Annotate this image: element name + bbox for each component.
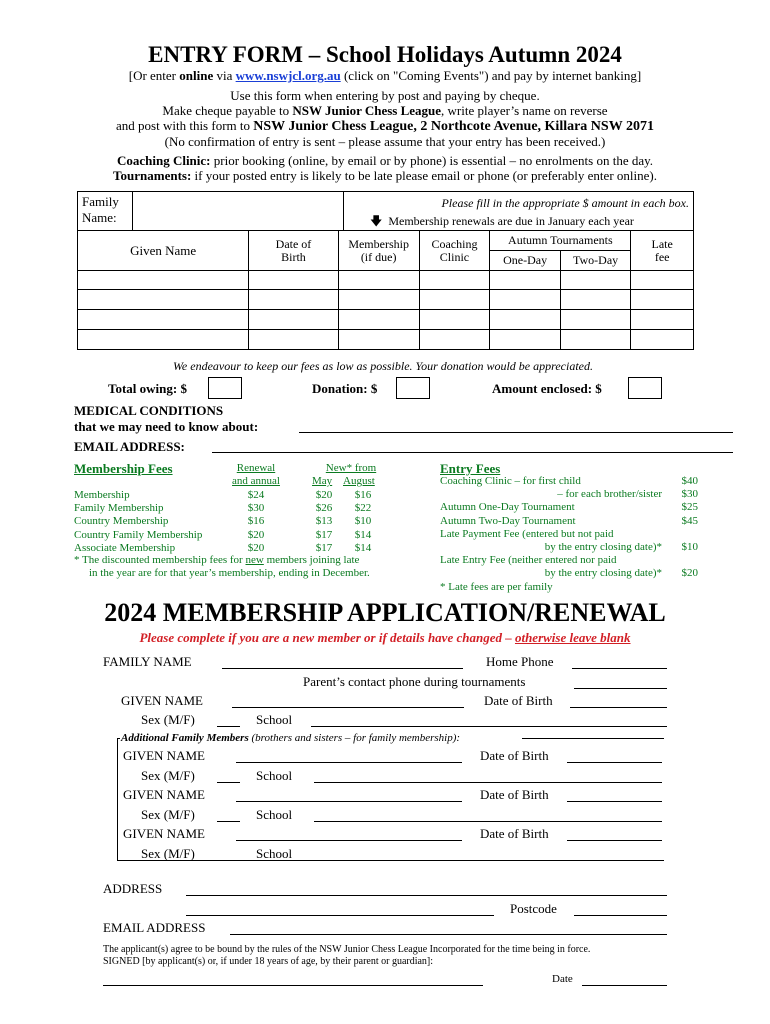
membership-fee-name: Country Membership	[74, 515, 169, 528]
member-school-label: School	[256, 768, 293, 783]
instruction-line-3	[0, 118, 770, 135]
renewal-header-1: Renewal	[236, 462, 276, 474]
medical-heading: MEDICAL CONDITIONS	[74, 403, 224, 418]
online-pre: [Or enter	[128, 68, 180, 83]
membership-cell[interactable]	[338, 310, 419, 330]
col-dob	[249, 231, 338, 271]
oneday-cell[interactable]	[490, 330, 561, 350]
membership-fee-may: $26	[315, 502, 333, 515]
late-cell[interactable]	[631, 290, 694, 310]
entry-fee-amount: $25	[681, 501, 698, 514]
member-school-field[interactable]	[314, 782, 662, 783]
table-row	[78, 310, 694, 330]
col-autumn: Autumn Tournaments	[490, 231, 631, 251]
col-coaching-text: Coaching Clinic	[431, 236, 478, 264]
member-school-field[interactable]	[314, 821, 662, 822]
application-subtitle	[0, 630, 770, 646]
online-via: via	[213, 68, 236, 83]
membership-note-new: new	[245, 554, 264, 566]
online-entry-line	[0, 68, 770, 84]
new-header: New* from	[325, 462, 377, 474]
membership-cell[interactable]	[338, 290, 419, 310]
given-name-cell[interactable]	[78, 310, 249, 330]
family-name-app-field[interactable]	[222, 668, 463, 669]
member-sex-label: Sex (M/F)	[141, 807, 195, 822]
member-given-name-field[interactable]	[236, 762, 462, 763]
app-email-field[interactable]	[230, 934, 667, 935]
membership-fee-name: Country Family Membership	[74, 528, 203, 541]
given-name-cell[interactable]	[78, 290, 249, 310]
entry-fee-amount: $45	[681, 514, 698, 527]
additional-members-bold: Additional Family Members	[121, 732, 249, 744]
application-subtitle-underlined: otherwise leave blank	[514, 630, 631, 645]
membership-fee-may: $17	[315, 541, 333, 554]
parents-phone-field[interactable]	[574, 688, 667, 689]
signature-field[interactable]	[103, 985, 483, 986]
membership-note-pre: * The discounted membership fees for	[74, 554, 246, 566]
instruction-line-1: Use this form when entering by post and paying by cheque.	[230, 88, 540, 103]
parents-phone-label: Parent’s contact phone during tournaments	[303, 674, 526, 689]
total-owing-label: Total owing: $	[108, 381, 187, 396]
membership-note-2: in the year are for that year’s membership, ending in December.	[89, 567, 370, 579]
total-owing-box[interactable]	[208, 377, 242, 399]
col-given-name: Given Name	[78, 231, 249, 271]
membership-fee-name: Associate Membership	[74, 541, 176, 554]
entry-fee-label: Late Entry Fee (neither entered nor paid	[440, 554, 617, 567]
membership-fees-title: Membership Fees	[74, 461, 173, 476]
cheque-post: , write player’s name on reverse	[441, 103, 608, 118]
address-field-1[interactable]	[186, 895, 667, 896]
member-sex-field[interactable]	[217, 782, 240, 783]
dob-cell[interactable]	[249, 290, 338, 310]
address-field-2[interactable]	[186, 915, 494, 916]
sex-label: Sex (M/F)	[141, 712, 195, 727]
table-row	[78, 290, 694, 310]
given-name-label: GIVEN NAME	[121, 693, 203, 708]
application-title: 2024 MEMBERSHIP APPLICATION/RENEWAL	[104, 598, 666, 627]
membership-fee-may: $20	[315, 489, 333, 501]
coaching-label: Coaching Clinic:	[116, 153, 211, 168]
renewal-note: Membership renewals are due in January each year	[388, 214, 634, 228]
donation-label: Donation: $	[312, 381, 378, 396]
entry-fee-label: by the entry closing date)*	[544, 541, 662, 553]
membership-fee-renewal: $16	[247, 515, 265, 528]
entry-table	[77, 230, 694, 350]
entry-fee-label: by the entry closing date)*	[544, 567, 662, 580]
website-link[interactable]: www.nswjcl.org.au	[235, 68, 341, 83]
oneday-cell[interactable]	[490, 271, 561, 290]
dob-cell[interactable]	[249, 310, 338, 330]
amount-enclosed-box[interactable]	[628, 377, 662, 399]
sex-field[interactable]	[217, 726, 240, 727]
col-twoday: Two-Day	[560, 251, 631, 271]
email-label: EMAIL ADDRESS:	[74, 439, 185, 454]
col-late-text: Late fee	[651, 236, 673, 264]
late-cell[interactable]	[631, 271, 694, 290]
member-school-label: School	[256, 807, 293, 822]
tournaments-text: if your posted entry is likely to be late please email or phone (or preferably enter online).	[191, 168, 657, 183]
home-phone-field[interactable]	[572, 668, 667, 669]
table-row	[78, 271, 694, 290]
membership-fee-aug: $14	[354, 528, 372, 541]
tournaments-label: Tournaments:	[113, 168, 192, 183]
oneday-cell[interactable]	[490, 310, 561, 330]
membership-fee-renewal: $24	[247, 489, 265, 501]
membership-cell[interactable]	[338, 271, 419, 290]
given-name-field[interactable]	[232, 707, 464, 708]
member-dob-field[interactable]	[567, 762, 662, 763]
medical-field[interactable]	[299, 432, 733, 433]
family-name-box	[77, 191, 694, 231]
entry-fees-title: Entry Fees	[440, 461, 501, 476]
fill-note: Please fill in the appropriate $ amount in each box.	[441, 196, 689, 210]
member-sex-field[interactable]	[217, 821, 240, 822]
form-title: ENTRY FORM – School Holidays Autumn 2024	[148, 42, 622, 67]
postcode-label: Postcode	[510, 901, 557, 916]
dob-field[interactable]	[570, 707, 667, 708]
date-label: Date	[552, 973, 573, 985]
membership-fee-renewal: $20	[247, 541, 265, 554]
member-given-name-field[interactable]	[236, 801, 462, 802]
membership-fee-renewal: $30	[247, 502, 265, 515]
membership-fee-aug: $10	[354, 515, 372, 528]
medical-subheading: that we may need to know about:	[74, 419, 259, 434]
membership-cell[interactable]	[338, 330, 419, 350]
school-field[interactable]	[311, 726, 667, 727]
membership-fee-may: $17	[315, 528, 333, 541]
membership-fee-aug: $16	[354, 489, 372, 501]
signed-text: SIGNED [by applicant(s) or, if under 18 years of age, by their parent or guardian]:	[103, 956, 434, 967]
new-may-header: May	[312, 475, 333, 487]
agreement-text: The applicant(s) agree to be bound by the rules of the NSW Junior Chess League Incorporated for the time being in force.	[103, 944, 591, 955]
member-dob-field[interactable]	[567, 840, 662, 841]
member-given-name-field[interactable]	[236, 840, 462, 841]
dob-label: Date of Birth	[484, 693, 553, 708]
dob-cell[interactable]	[249, 271, 338, 290]
cheque-pre: Make cheque payable to	[162, 103, 293, 118]
membership-note-1	[74, 554, 359, 566]
given-name-cell[interactable]	[78, 330, 249, 350]
family-name-field[interactable]	[133, 192, 343, 230]
entry-fee-amount: $20	[681, 567, 698, 580]
tournaments-note	[0, 168, 770, 184]
col-oneday: One-Day	[490, 251, 561, 271]
coaching-note	[0, 153, 770, 169]
instruction-line-4: (No confirmation of entry is sent – please assume that your entry has been received.)	[164, 134, 606, 149]
col-dob-text: Date of Birth	[275, 236, 312, 264]
online-bold: online	[179, 68, 214, 83]
dob-cell[interactable]	[249, 330, 338, 350]
amount-enclosed-label: Amount enclosed: $	[492, 381, 602, 396]
postcode-field[interactable]	[574, 915, 667, 916]
col-late	[631, 231, 694, 271]
application-subtitle-text: Please complete if you are a new member or if details have changed –	[139, 630, 515, 645]
member-dob-label: Date of Birth	[480, 748, 549, 763]
family-name-label: Family Name:	[82, 194, 119, 225]
entry-fee-label: – for each brother/sister	[557, 488, 662, 501]
school-label: School	[256, 712, 293, 727]
membership-fee-name: Membership	[74, 489, 130, 501]
coaching-cell[interactable]	[419, 290, 490, 310]
coaching-cell[interactable]	[419, 330, 490, 350]
post-address: NSW Junior Chess League, 2 Northcote Avenue, Killara NSW 2071	[253, 119, 654, 134]
twoday-cell[interactable]	[560, 330, 631, 350]
new-aug-header: August	[343, 475, 375, 487]
post-pre: and post with this form to	[116, 118, 254, 133]
given-name-cell[interactable]	[78, 271, 249, 290]
fees-note: We endeavour to keep our fees as low as possible. Your donation would be appreciated.	[173, 359, 593, 373]
member-given-name-label: GIVEN NAME	[123, 787, 205, 802]
member-dob-field[interactable]	[567, 801, 662, 802]
oneday-cell[interactable]	[490, 290, 561, 310]
entry-fee-amount: $40	[681, 475, 698, 487]
col-coaching	[419, 231, 490, 271]
additional-members-rest: (brothers and sisters – for family membership):	[248, 732, 461, 744]
membership-fee-may: $13	[315, 515, 333, 528]
membership-fee-name: Family Membership	[74, 502, 164, 515]
member-dob-label: Date of Birth	[480, 826, 549, 841]
entry-fee-amount: $10	[681, 541, 698, 553]
instruction-line-2	[0, 103, 770, 119]
entry-fees-note: * Late fees are per family	[440, 581, 553, 593]
donation-box[interactable]	[396, 377, 430, 399]
membership-fee-aug: $14	[354, 541, 372, 554]
member-given-name-label: GIVEN NAME	[123, 826, 205, 841]
twoday-cell[interactable]	[560, 310, 631, 330]
twoday-cell[interactable]	[560, 290, 631, 310]
member-dob-label: Date of Birth	[480, 787, 549, 802]
renewal-header-2: and annual	[232, 475, 280, 487]
app-email-label: EMAIL ADDRESS	[103, 920, 206, 935]
entry-fee-label: Autumn Two-Day Tournament	[440, 514, 576, 527]
address-label: ADDRESS	[103, 881, 163, 896]
cheque-payee: NSW Junior Chess League	[292, 103, 442, 118]
col-membership-text: Membership (if due)	[348, 236, 409, 264]
membership-fee-aug: $22	[354, 502, 372, 515]
entry-fee-label: Late Payment Fee (entered but not paid	[440, 527, 614, 540]
email-field[interactable]	[212, 452, 733, 453]
late-cell[interactable]	[631, 330, 694, 350]
member-given-name-label: GIVEN NAME	[123, 748, 205, 763]
entry-fee-label: Autumn One-Day Tournament	[440, 501, 575, 514]
online-post: (click on "Coming Events") and pay by internet banking]	[340, 68, 642, 83]
table-row	[78, 330, 694, 350]
coaching-text: prior booking (online, by email or by phone) is essential – no enrolments on the day.	[210, 153, 654, 168]
member-sex-label: Sex (M/F)	[141, 768, 195, 783]
member-sex-field[interactable]	[217, 860, 240, 861]
date-field[interactable]	[582, 985, 667, 986]
home-phone-label: Home Phone	[486, 654, 554, 669]
down-arrow-icon: 🡇	[370, 214, 383, 228]
member-school-field[interactable]	[314, 860, 662, 861]
coaching-cell[interactable]	[419, 310, 490, 330]
coaching-cell[interactable]	[419, 271, 490, 290]
twoday-cell[interactable]	[560, 271, 631, 290]
membership-note-post: members joining late	[263, 554, 360, 566]
family-name-app-label: FAMILY NAME	[103, 654, 192, 669]
entry-fee-amount: $30	[681, 488, 698, 501]
entry-fee-label: Coaching Clinic – for first child	[440, 475, 581, 487]
additional-members-heading	[120, 732, 461, 744]
member-school-label: School	[256, 846, 293, 861]
membership-fee-renewal: $20	[247, 528, 265, 541]
late-cell[interactable]	[631, 310, 694, 330]
col-membership	[338, 231, 419, 271]
member-sex-label: Sex (M/F)	[141, 846, 195, 861]
